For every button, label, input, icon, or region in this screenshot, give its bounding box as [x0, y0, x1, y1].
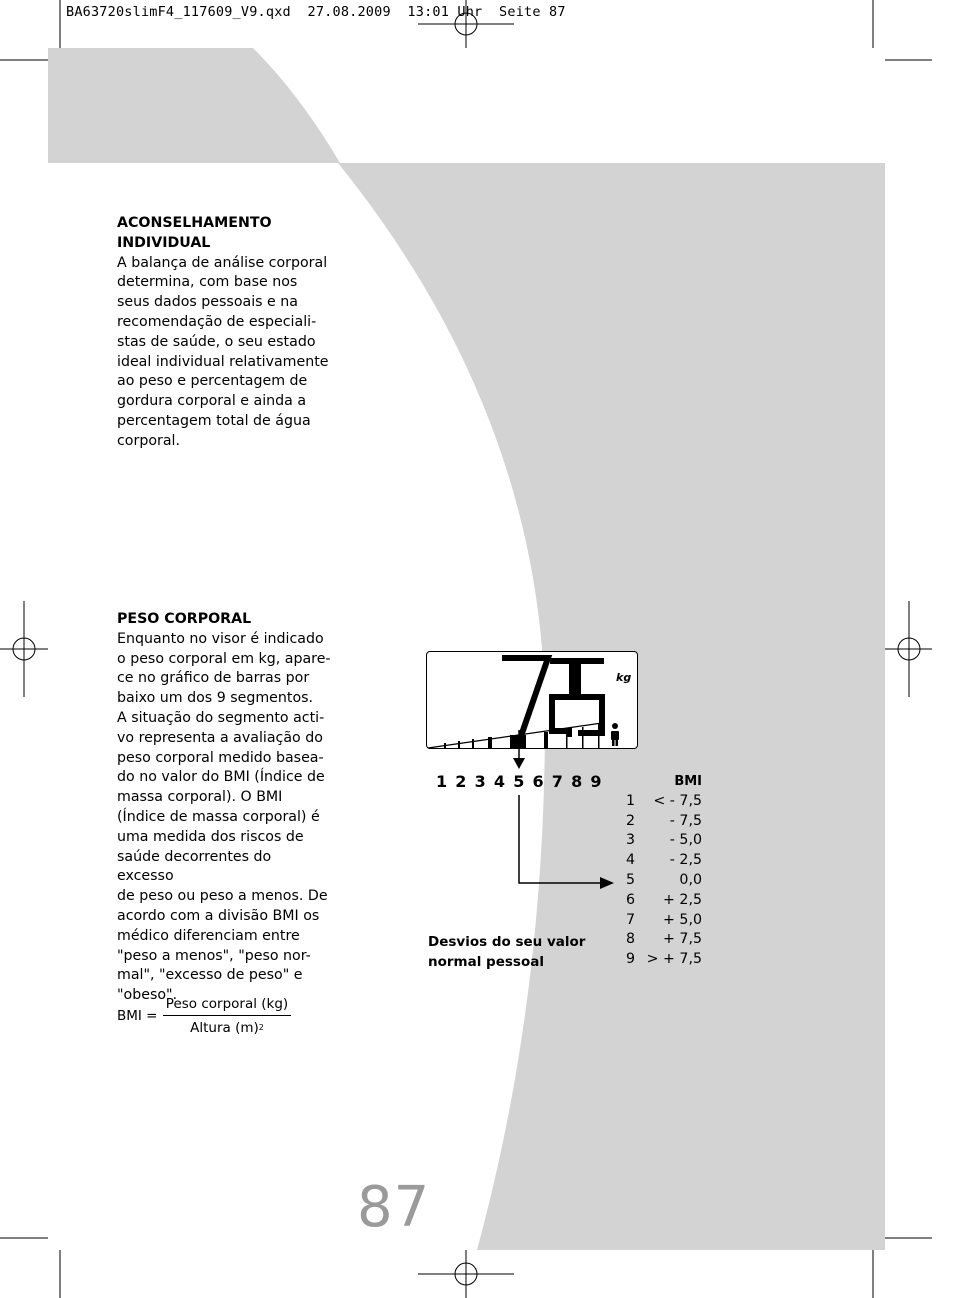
advice-body-line: determina, com base nos: [117, 274, 298, 291]
weight-body-line: "peso a menos", "peso nor-: [117, 947, 311, 964]
weight-body-line: Enquanto no visor é indicado: [117, 630, 324, 647]
bmi-deviation-table: [626, 772, 702, 970]
advice-title-line-1: ACONSELHAMENTO: [117, 215, 272, 231]
weight-body-line: baixo um dos 9 segmentos.: [117, 690, 314, 707]
weight-body-line: A situação do segmento acti-: [117, 709, 325, 726]
segment-number: 5: [513, 772, 525, 791]
bmi-table-row: [626, 871, 702, 891]
formula-lhs: BMI =: [117, 1008, 158, 1024]
segment-number: 1: [436, 772, 448, 791]
weight-body-line: saúde decorrentes do excesso: [117, 848, 272, 885]
segment-number: 7: [551, 772, 563, 791]
lcd-unit: kg: [615, 670, 631, 684]
bmi-row-value: + 2,5: [663, 891, 702, 908]
deviation-label: [428, 932, 598, 972]
weight-title: PESO CORPORAL: [117, 611, 252, 627]
bmi-row-value: 0,0: [679, 871, 702, 888]
bmi-row-segment: 3: [626, 832, 636, 849]
bmi-row-value: + 5,0: [663, 911, 702, 928]
bmi-table-row: [626, 911, 702, 931]
advice-body-line: recomendação de especiali-: [117, 313, 317, 330]
bmi-row-value: - 2,5: [669, 852, 702, 869]
advice-body-line: ao peso e percentagem de: [117, 373, 308, 390]
formula-denominator-text: Altura (m): [190, 1020, 259, 1036]
weight-body-line: de peso ou peso a menos. De: [117, 888, 328, 905]
weight-body-line: acordo com a divisão BMI os: [117, 907, 320, 924]
weight-body-line: médico diferenciam entre: [117, 927, 300, 944]
formula-numerator: Peso corporal (kg): [163, 996, 291, 1016]
weight-body-line: do no valor do BMI (Índice de: [117, 769, 325, 786]
bmi-row-segment: 8: [626, 931, 636, 948]
weight-body-line: o peso corporal em kg, apare-: [117, 650, 331, 667]
advice-body-line: seus dados pessoais e na: [117, 294, 298, 311]
bmi-row-segment: 5: [626, 871, 636, 888]
bmi-table-row: [626, 891, 702, 911]
bmi-row-segment: 9: [626, 951, 636, 968]
bmi-row-segment: 1: [626, 792, 636, 809]
weight-body-line: uma medida dos riscos de: [117, 828, 304, 845]
file-slug-line: BA63720slimF4_117609_V9.qxd 27.08.2009 13:01 Uhr Seite 87: [66, 4, 566, 20]
arrow-right-head: [600, 877, 614, 889]
segment-number: 4: [493, 772, 506, 791]
bmi-table-row: [626, 950, 702, 970]
bmi-row-segment: 2: [626, 812, 636, 829]
weight-body-line: massa corporal). O BMI: [117, 789, 283, 806]
bmi-row-value: > + 7,5: [646, 951, 702, 968]
segment-number: 9: [590, 772, 602, 791]
bmi-table-row: [626, 812, 702, 832]
bmi-table-header: BMI: [674, 774, 702, 789]
bmi-row-segment: 7: [626, 911, 636, 928]
bmi-row-segment: 6: [626, 891, 636, 908]
segment-number-row: [436, 772, 610, 791]
weight-body-line: "obeso".: [117, 987, 178, 1004]
advice-body-line: A balança de análise corporal: [117, 254, 328, 271]
bmi-table-row: [626, 792, 702, 812]
bmi-row-value: - 5,0: [669, 832, 702, 849]
bmi-row-value: < - 7,5: [653, 792, 702, 809]
bmi-row-value: + 7,5: [663, 931, 702, 948]
bmi-row-segment: 4: [626, 852, 636, 869]
deviation-label-line-1: Desvios do seu valor: [428, 934, 586, 950]
page-number: 87: [357, 1175, 431, 1240]
bmi-table-row: [626, 930, 702, 950]
advice-body-line: corporal.: [117, 432, 180, 449]
segment-number: 8: [571, 772, 583, 791]
advice-body-line: gordura corporal e ainda a: [117, 393, 307, 410]
arrow-right-line: [519, 795, 602, 883]
advice-body-line: percentagem total de água: [117, 412, 311, 429]
segment-number: 3: [474, 772, 486, 791]
advice-body-line: ideal individual relativamente: [117, 353, 329, 370]
segment-number: 6: [532, 772, 544, 791]
deviation-label-line-2: normal pessoal: [428, 954, 544, 970]
arrow-down-head: [513, 758, 525, 769]
weight-body-line: mal", "excesso de peso" e: [117, 967, 303, 984]
segment-number: 2: [455, 772, 467, 791]
advice-body-line: stas de saúde, o seu estado: [117, 333, 316, 350]
weight-body-line: (Índice de massa corporal) é: [117, 808, 320, 825]
weight-body-line: peso corporal medido basea-: [117, 749, 324, 766]
advice-title-line-2: INDIVIDUAL: [117, 234, 211, 251]
formula-exponent: 2: [258, 1023, 264, 1032]
weight-body-line: vo representa a avaliação do: [117, 729, 323, 746]
bmi-table-row: [626, 851, 702, 871]
bmi-table-row: [626, 831, 702, 851]
bmi-row-value: - 7,5: [669, 812, 702, 829]
weight-body-line: ce no gráfico de barras por: [117, 670, 310, 687]
